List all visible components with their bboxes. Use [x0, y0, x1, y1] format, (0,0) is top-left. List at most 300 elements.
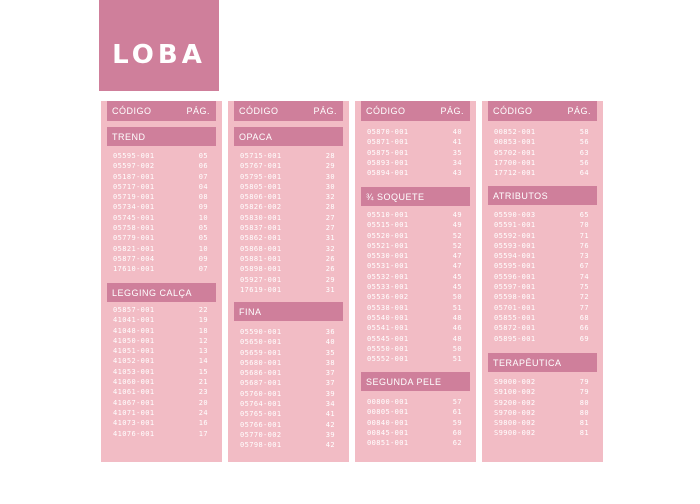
section-rows [494, 377, 589, 439]
product-page: 50 [452, 293, 462, 302]
product-page: 73 [579, 252, 589, 261]
column-header [234, 101, 343, 121]
product-page: 60 [452, 428, 462, 437]
product-page: 81 [579, 419, 589, 428]
product-code: S9800-002 [494, 419, 536, 428]
product-code: 05538-001 [367, 303, 409, 312]
product-row [113, 326, 208, 336]
product-code: 05893-001 [367, 158, 409, 167]
product-page: 72 [579, 293, 589, 302]
product-code: 00800-001 [367, 398, 409, 406]
product-page: 26 [325, 254, 335, 263]
product-page: 23 [198, 388, 208, 397]
product-page: 47 [452, 262, 462, 271]
product-code: 05767-001 [240, 162, 282, 171]
product-code: 05862-001 [240, 234, 282, 243]
product-code: 05837-001 [240, 224, 282, 233]
product-code: 05719-001 [113, 193, 155, 202]
product-code: 00845-001 [367, 428, 409, 437]
product-page: 50 [452, 344, 462, 353]
product-row [240, 275, 335, 285]
product-code: 05765-001 [240, 410, 282, 419]
product-page: 34 [325, 400, 335, 409]
product-row [240, 348, 335, 358]
product-row [494, 220, 589, 230]
product-row [240, 337, 335, 347]
product-page: 05 [198, 224, 208, 233]
product-code: 41050-001 [113, 336, 155, 345]
product-page: 22 [198, 306, 208, 314]
section-rows [240, 151, 335, 295]
catalog-column-2 [228, 101, 349, 462]
product-row [113, 244, 208, 254]
product-page: 77 [579, 303, 589, 312]
product-code: 05550-001 [367, 344, 409, 353]
product-code: 17619-001 [240, 285, 282, 294]
product-page: 59 [452, 418, 462, 427]
product-code: 05532-001 [367, 272, 409, 281]
product-row [494, 168, 589, 178]
product-code: 05898-001 [240, 265, 282, 274]
product-page: 35 [325, 348, 335, 357]
product-row [240, 192, 335, 202]
product-page: 31 [325, 285, 335, 294]
product-row [113, 223, 208, 233]
product-row [240, 285, 335, 295]
section-rows [367, 127, 462, 178]
product-row [494, 137, 589, 147]
product-row [494, 323, 589, 333]
product-page: 07 [198, 172, 208, 181]
product-row [494, 418, 589, 428]
product-code: 05770-002 [240, 430, 282, 439]
product-row [367, 220, 462, 230]
product-code: 05530-001 [367, 252, 409, 261]
product-page: 47 [452, 252, 462, 261]
product-code: 05597-001 [494, 283, 536, 292]
section-rows [367, 397, 462, 448]
product-page: 68 [579, 313, 589, 322]
product-code: 05540-001 [367, 313, 409, 322]
product-code: S9200-002 [494, 398, 536, 407]
product-code: 05595-001 [494, 262, 536, 271]
product-page: 75 [579, 283, 589, 292]
product-code: 05596-001 [494, 272, 536, 281]
section-title-fina: FINA [234, 302, 343, 321]
product-code: 05868-001 [240, 244, 282, 253]
product-row [240, 399, 335, 409]
product-row [240, 202, 335, 212]
product-page: 51 [452, 355, 462, 364]
brand-logo-box [99, 0, 219, 91]
product-code: 05536-002 [367, 293, 409, 302]
page-header: PÁG. [186, 106, 210, 116]
product-page: 64 [579, 169, 589, 178]
product-row [113, 192, 208, 202]
product-code: 05520-001 [367, 231, 409, 240]
product-page: 17 [198, 429, 208, 438]
product-row [494, 148, 589, 158]
brand-logo: LOBA [112, 39, 206, 70]
product-row [494, 261, 589, 271]
catalog-column-1 [101, 101, 222, 462]
product-row [113, 315, 208, 325]
product-row [240, 172, 335, 182]
product-row [367, 428, 462, 438]
product-row [240, 440, 335, 450]
product-page: 35 [452, 148, 462, 157]
product-row [494, 387, 589, 397]
product-row [367, 407, 462, 417]
product-page: 49 [452, 211, 462, 219]
product-code: 05745-001 [113, 213, 155, 222]
product-page: 36 [325, 328, 335, 336]
section-rows [367, 210, 462, 364]
product-page: 37 [325, 369, 335, 378]
product-page: 39 [325, 430, 335, 439]
product-row [367, 303, 462, 313]
product-code: 05870-001 [367, 128, 409, 136]
section-rows [494, 127, 589, 178]
product-row [494, 313, 589, 323]
product-code: 05510-001 [367, 211, 409, 219]
product-row [367, 251, 462, 261]
product-row [240, 409, 335, 419]
product-code: 05881-001 [240, 254, 282, 263]
section-rows [494, 210, 589, 344]
product-code: 05717-001 [113, 182, 155, 191]
product-code: S9700-002 [494, 408, 536, 417]
product-row [240, 182, 335, 192]
product-row [113, 202, 208, 212]
product-page: 79 [579, 378, 589, 386]
product-page: 34 [452, 158, 462, 167]
product-code: 05701-001 [494, 303, 536, 312]
product-row [494, 251, 589, 261]
product-page: 66 [579, 324, 589, 333]
product-row [494, 334, 589, 344]
product-page: 29 [325, 275, 335, 284]
column-header [107, 101, 216, 121]
product-code: 41053-001 [113, 367, 155, 376]
product-code: 05758-001 [113, 224, 155, 233]
product-page: 42 [325, 420, 335, 429]
product-code: 05760-001 [240, 389, 282, 398]
product-row [367, 148, 462, 158]
product-page: 43 [452, 169, 462, 178]
product-row [494, 158, 589, 168]
product-code: 05687-001 [240, 379, 282, 388]
product-code: 05764-001 [240, 400, 282, 409]
product-page: 12 [198, 336, 208, 345]
product-page: 27 [325, 213, 335, 222]
product-row [240, 161, 335, 171]
code-header: CÓDIGO [112, 106, 152, 116]
product-code: 05798-001 [240, 441, 282, 450]
product-page: 65 [579, 211, 589, 219]
product-row [240, 244, 335, 254]
product-page: 09 [198, 254, 208, 263]
product-page: 05 [198, 234, 208, 243]
product-row [367, 334, 462, 344]
product-row [494, 377, 589, 387]
product-code: 05590-003 [494, 211, 536, 219]
product-code: 41060-001 [113, 378, 155, 387]
product-code: 17700-001 [494, 158, 536, 167]
product-code: 05541-001 [367, 324, 409, 333]
product-code: 05593-001 [494, 241, 536, 250]
product-code: 05875-001 [367, 148, 409, 157]
product-page: 57 [452, 398, 462, 406]
product-row [367, 127, 462, 137]
product-page: 15 [198, 367, 208, 376]
product-page: 21 [198, 378, 208, 387]
product-code: 00853-001 [494, 138, 536, 147]
product-page: 30 [325, 172, 335, 181]
product-row [113, 346, 208, 356]
product-row [240, 430, 335, 440]
product-code: 41073-001 [113, 419, 155, 428]
product-page: 38 [325, 358, 335, 367]
product-page: 69 [579, 334, 589, 343]
product-code: 05702-001 [494, 148, 536, 157]
product-row [113, 172, 208, 182]
product-code: 05545-001 [367, 334, 409, 343]
product-row [113, 151, 208, 161]
product-code: S9900-002 [494, 429, 536, 438]
product-row [494, 408, 589, 418]
product-code: 41067-001 [113, 398, 155, 407]
product-page: 63 [579, 148, 589, 157]
product-page: 41 [452, 138, 462, 147]
product-row [367, 323, 462, 333]
product-page: 32 [325, 193, 335, 202]
product-page: 24 [198, 408, 208, 417]
section-rows [240, 327, 335, 451]
product-code: 05595-001 [113, 152, 155, 160]
product-page: 10 [198, 244, 208, 253]
product-page: 27 [325, 224, 335, 233]
product-row [113, 367, 208, 377]
product-page: 51 [452, 303, 462, 312]
product-row [240, 389, 335, 399]
product-code: 05533-001 [367, 283, 409, 292]
product-row [113, 429, 208, 439]
section-title-terapeutica: TERAPÊUTICA [488, 353, 597, 372]
product-row [113, 182, 208, 192]
product-page: 04 [198, 182, 208, 191]
page-header: PÁG. [313, 106, 337, 116]
product-row [240, 254, 335, 264]
product-code: 05734-001 [113, 203, 155, 212]
product-row [367, 210, 462, 220]
product-code: 05830-001 [240, 213, 282, 222]
product-page: 48 [452, 334, 462, 343]
section-rows [113, 151, 208, 275]
product-code: 05826-002 [240, 203, 282, 212]
product-code: 05877-004 [113, 254, 155, 263]
product-page: 40 [325, 338, 335, 347]
product-row [494, 282, 589, 292]
product-row [240, 264, 335, 274]
product-page: 52 [452, 231, 462, 240]
product-row [113, 264, 208, 274]
product-page: 80 [579, 398, 589, 407]
product-row [240, 358, 335, 368]
catalog-column-3 [355, 101, 476, 462]
product-code: 05659-001 [240, 348, 282, 357]
product-row [367, 397, 462, 407]
product-row [113, 398, 208, 408]
product-code: 05795-001 [240, 172, 282, 181]
product-page: 76 [579, 241, 589, 250]
product-code: 00852-001 [494, 128, 536, 136]
product-page: 61 [452, 408, 462, 417]
product-page: 42 [325, 441, 335, 450]
product-code: 05515-001 [367, 221, 409, 230]
product-code: 05552-001 [367, 355, 409, 364]
product-row [113, 233, 208, 243]
product-row [113, 408, 208, 418]
product-code: S9000-002 [494, 378, 536, 386]
product-page: 56 [579, 158, 589, 167]
product-page: 16 [198, 419, 208, 428]
product-code: S9100-002 [494, 388, 536, 397]
product-code: 41048-001 [113, 326, 155, 335]
product-code: 05855-001 [494, 313, 536, 322]
product-row [367, 241, 462, 251]
product-page: 52 [452, 241, 462, 250]
product-row [367, 313, 462, 323]
product-page: 19 [198, 316, 208, 325]
product-code: 05779-001 [113, 234, 155, 243]
product-row [113, 377, 208, 387]
product-code: 05715-001 [240, 152, 282, 160]
section-title-legging-calca: LEGGING CALÇA [107, 283, 216, 302]
product-code: 00805-001 [367, 408, 409, 417]
product-code: 05597-002 [113, 162, 155, 171]
product-row [367, 272, 462, 282]
product-page: 05 [198, 152, 208, 160]
product-row [367, 292, 462, 302]
product-code: 05821-001 [113, 244, 155, 253]
product-row [367, 282, 462, 292]
product-row [494, 303, 589, 313]
product-code: 05806-001 [240, 193, 282, 202]
product-page: 70 [579, 221, 589, 230]
product-row [494, 127, 589, 137]
product-code: 05894-001 [367, 169, 409, 178]
product-code: 05187-001 [113, 172, 155, 181]
product-page: 49 [452, 221, 462, 230]
section-title-atributos: ATRIBUTOS [488, 186, 597, 205]
product-row [367, 137, 462, 147]
product-code: 05598-001 [494, 293, 536, 302]
product-code: 41052-001 [113, 357, 155, 366]
product-code: 41076-001 [113, 429, 155, 438]
page-header: PÁG. [567, 106, 591, 116]
product-row [494, 398, 589, 408]
product-row [367, 261, 462, 271]
product-row [113, 254, 208, 264]
product-row [367, 418, 462, 428]
product-code: 05521-001 [367, 241, 409, 250]
product-row [240, 378, 335, 388]
product-page: 26 [325, 265, 335, 274]
product-code: 00840-001 [367, 418, 409, 427]
product-row [113, 161, 208, 171]
product-page: 58 [579, 128, 589, 136]
product-row [240, 233, 335, 243]
product-page: 28 [325, 152, 335, 160]
product-code: 05592-001 [494, 231, 536, 240]
product-page: 09 [198, 203, 208, 212]
product-row [494, 231, 589, 241]
product-row [494, 210, 589, 220]
product-page: 62 [452, 439, 462, 448]
product-page: 81 [579, 429, 589, 438]
product-page: 08 [198, 193, 208, 202]
product-code: 05766-001 [240, 420, 282, 429]
product-page: 13 [198, 347, 208, 356]
product-page: 40 [452, 128, 462, 136]
product-code: 05872-001 [494, 324, 536, 333]
product-row [494, 428, 589, 438]
product-row [494, 272, 589, 282]
product-page: 31 [325, 234, 335, 243]
product-row [367, 231, 462, 241]
product-code: 05594-001 [494, 252, 536, 261]
product-page: 20 [198, 398, 208, 407]
product-row [240, 223, 335, 233]
product-row [240, 213, 335, 223]
section-rows [113, 305, 208, 439]
product-page: 10 [198, 213, 208, 222]
product-code: 05686-001 [240, 369, 282, 378]
product-page: 07 [198, 265, 208, 274]
product-code: 05531-001 [367, 262, 409, 271]
column-header [361, 101, 470, 121]
product-code: 17712-001 [494, 169, 536, 178]
product-row [494, 292, 589, 302]
product-code: 41041-001 [113, 316, 155, 325]
product-row [113, 336, 208, 346]
product-row [240, 151, 335, 161]
product-page: 48 [452, 313, 462, 322]
product-page: 45 [452, 272, 462, 281]
product-page: 74 [579, 272, 589, 281]
product-row [240, 368, 335, 378]
product-row [240, 327, 335, 337]
section-title-soquete: ¾ SOQUETE [361, 187, 470, 206]
product-code: 41071-001 [113, 408, 155, 417]
column-header [488, 101, 597, 121]
product-code: 05590-001 [240, 328, 282, 336]
product-code: 05805-001 [240, 182, 282, 191]
product-row [113, 418, 208, 428]
product-row [367, 168, 462, 178]
product-page: 37 [325, 379, 335, 388]
product-page: 41 [325, 410, 335, 419]
product-code: 05927-001 [240, 275, 282, 284]
product-code: 05871-001 [367, 138, 409, 147]
product-row [494, 241, 589, 251]
product-code: 05591-001 [494, 221, 536, 230]
product-page: 30 [325, 182, 335, 191]
product-row [367, 438, 462, 448]
product-row [113, 387, 208, 397]
code-header: CÓDIGO [366, 106, 406, 116]
